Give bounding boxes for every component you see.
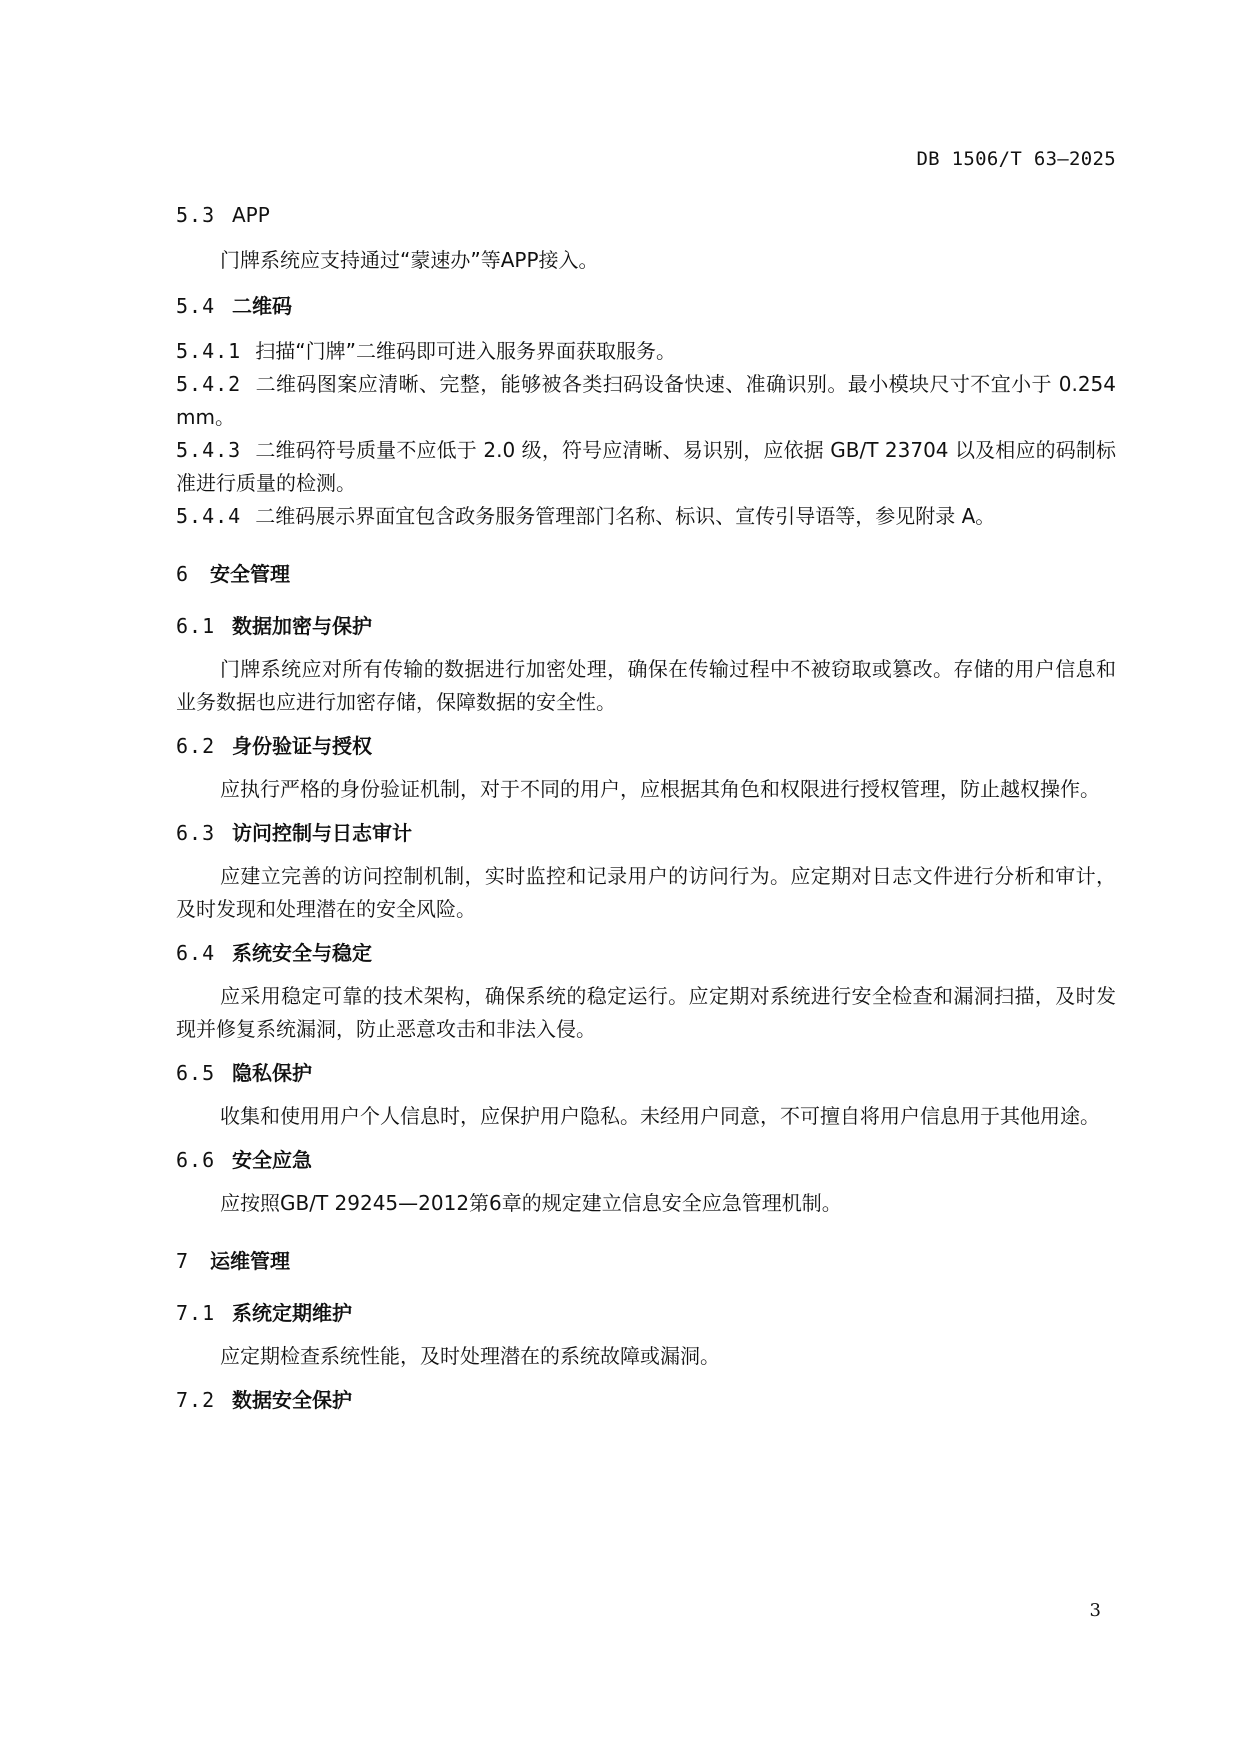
section-number: 5.3 [176, 203, 216, 227]
section-6-5-heading [176, 1058, 1116, 1088]
section-number: 5.4 [176, 294, 216, 318]
clause-number: 5.4.3 [176, 438, 242, 462]
clause-text: 二维码符号质量不应低于 2.0 级，符号应清晰、易识别，应依据 GB/T 23704 以及相应的码制标准进行质量的检测。 [176, 438, 1116, 495]
section-number: 6.3 [176, 821, 216, 845]
chapter-title: 安全管理 [210, 562, 290, 586]
section-7-1-body: 应定期检查系统性能，及时处理潜在的系统故障或漏洞。 [220, 1344, 720, 1368]
page-number: 3 [1089, 1600, 1101, 1621]
section-6-6-heading [176, 1145, 1116, 1175]
section-title: 数据安全保护 [232, 1388, 352, 1412]
section-title: 隐私保护 [232, 1061, 312, 1085]
clause-text: 二维码展示界面宜包含政务服务管理部门名称、标识、宣传引导语等，参见附录 A。 [255, 504, 996, 528]
section-title: 数据加密与保护 [232, 614, 372, 638]
chapter-6-heading [176, 559, 1116, 589]
clause-5-4-2 [176, 368, 1116, 434]
clause-text: 扫描“门牌”二维码即可进入服务界面获取服务。 [255, 339, 676, 363]
section-number: 7.1 [176, 1301, 216, 1325]
clause-number: 5.4.1 [176, 339, 242, 363]
section-number: 6.5 [176, 1061, 216, 1085]
section-title: 访问控制与日志审计 [232, 821, 412, 845]
section-title: 系统定期维护 [232, 1301, 352, 1325]
section-number: 6.6 [176, 1148, 216, 1172]
section-6-2-body: 应执行严格的身份验证机制，对于不同的用户，应根据其角色和权限进行授权管理，防止越权操作。 [220, 777, 1100, 801]
section-6-6-body: 应按照GB/T 29245—2012第6章的规定建立信息安全应急管理机制。 [220, 1191, 842, 1215]
section-5-4-heading [176, 291, 1116, 321]
clause-number: 5.4.4 [176, 504, 242, 528]
section-6-3-heading [176, 818, 1116, 848]
section-6-2-heading [176, 731, 1116, 761]
clause-number: 5.4.2 [176, 372, 242, 396]
section-title: 系统安全与稳定 [232, 941, 372, 965]
section-number: 6.1 [176, 614, 216, 638]
section-6-1-heading [176, 611, 1116, 641]
clause-5-4-1 [176, 335, 1116, 368]
section-title: 身份验证与授权 [232, 734, 372, 758]
document-code: DB 1506/T 63—2025 [916, 148, 1116, 170]
section-title: APP [232, 203, 270, 227]
section-6-4-body: 应采用稳定可靠的技术架构，确保系统的稳定运行。应定期对系统进行安全检查和漏洞扫描，及时发现并修复系统漏洞，防止恶意攻击和非法入侵。 [176, 984, 1116, 1041]
section-number: 6.4 [176, 941, 216, 965]
clause-5-4-4 [176, 500, 1116, 533]
section-7-2-heading [176, 1385, 1116, 1415]
section-5-4-items [176, 335, 1116, 533]
section-5-3-heading [176, 200, 1116, 230]
chapter-title: 运维管理 [210, 1249, 290, 1273]
document-body [176, 200, 1116, 1415]
chapter-7-heading [176, 1246, 1116, 1276]
section-number: 7.2 [176, 1388, 216, 1412]
clause-5-4-3 [176, 434, 1116, 500]
section-6-3-body: 应建立完善的访问控制机制，实时监控和记录用户的访问行为。应定期对日志文件进行分析和审计，及时发现和处理潜在的安全风险。 [176, 864, 1116, 921]
section-title: 二维码 [232, 294, 292, 318]
section-6-5-body: 收集和使用用户个人信息时，应保护用户隐私。未经用户同意，不可擅自将用户信息用于其他用途。 [220, 1104, 1100, 1128]
section-5-3-body: 门牌系统应支持通过“蒙速办”等APP接入。 [220, 248, 599, 272]
section-6-1-body: 门牌系统应对所有传输的数据进行加密处理，确保在传输过程中不被窃取或篡改。存储的用户信息和业务数据也应进行加密存储，保障数据的安全性。 [176, 657, 1116, 714]
section-7-1-heading [176, 1298, 1116, 1328]
section-6-4-heading [176, 938, 1116, 968]
section-number: 6.2 [176, 734, 216, 758]
clause-text: 二维码图案应清晰、完整，能够被各类扫码设备快速、准确识别。最小模块尺寸不宜小于 0.254 mm。 [176, 372, 1116, 429]
chapter-number: 7 [176, 1249, 190, 1273]
chapter-number: 6 [176, 562, 190, 586]
section-title: 安全应急 [232, 1148, 312, 1172]
